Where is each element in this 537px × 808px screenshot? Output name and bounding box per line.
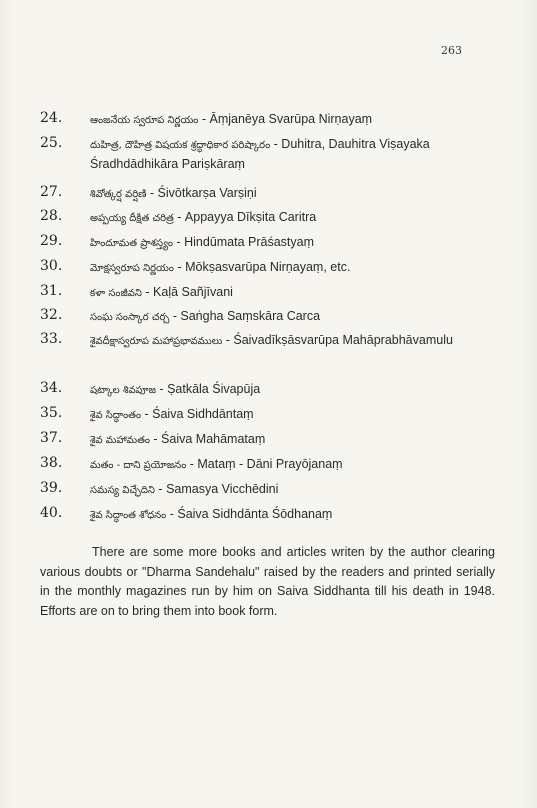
item-title	[90, 184, 490, 204]
item-number: 27.	[40, 184, 63, 200]
telugu-title: శైవదీక్షాస్వరూప మహాప్రభావములు	[90, 336, 223, 347]
closing-paragraph: There are some more books and articles writen by the author clearing various doubts or "Dharma Sandehalu" raised by the readers and printed serially in the monthly magazines run by him on Saiva Siddhanta till his death in 1948. Efforts are on to bring them into book form.	[40, 545, 495, 618]
item-number: 28.	[40, 208, 63, 224]
transliterated-title: Mōkṣasvarūpa Nirṇayaṃ, etc.	[185, 260, 351, 274]
separator: -	[270, 137, 282, 151]
telugu-title: శైవ సిద్ధాంతం	[90, 410, 142, 421]
separator: -	[186, 457, 198, 471]
item-title	[90, 258, 490, 278]
item-title	[90, 283, 490, 303]
separator: -	[141, 285, 154, 299]
separator: -	[222, 333, 234, 347]
transliterated-title: Mataṃ - Dāni Prayōjanaṃ	[197, 457, 343, 471]
separator: -	[173, 235, 185, 249]
item-title	[90, 110, 490, 130]
separator: -	[173, 260, 186, 274]
transliterated-title: Śaivadīkṣāsvarūpa Mahāprabhāvamulu	[233, 333, 453, 347]
telugu-title: ఆంజనేయ స్వరూప నిర్ణయం	[90, 115, 199, 126]
item-number: 34.	[40, 380, 63, 396]
telugu-title: సమస్య విచ్ఛేదిని	[90, 485, 155, 496]
transliterated-title: Śaiva Sidhdānta Śōdhanaṃ	[177, 507, 333, 521]
item-number: 31.	[40, 283, 63, 299]
item-title	[90, 405, 490, 425]
separator: -	[169, 309, 181, 323]
separator: -	[154, 482, 167, 496]
telugu-title: కళా సంజీవని	[90, 288, 142, 299]
separator: -	[146, 186, 158, 200]
item-title	[90, 380, 490, 400]
transliterated-title: Śaiva Sidhdāntaṃ	[152, 407, 254, 421]
transliterated-title: Duhitra, Dauhitra Viṣayaka Śradhdādhikāra Pariṣkāraṃ	[90, 137, 430, 171]
item-number: 29.	[40, 233, 63, 249]
telugu-title: శైవ సిద్ధాంత శోధనం	[90, 510, 167, 521]
separator: -	[198, 112, 210, 126]
telugu-title: దుహిత్ర, దౌహిత్ర విషయక శ్రద్ధాధికార పరిష్కారం	[90, 140, 271, 151]
item-number: 35.	[40, 405, 63, 421]
item-title	[90, 233, 490, 253]
item-number: 25.	[40, 135, 63, 151]
item-number: 40.	[40, 505, 63, 521]
item-title	[90, 455, 490, 475]
telugu-title: మోక్షస్వరూప నిర్ణయం	[90, 263, 174, 274]
item-number: 39.	[40, 480, 63, 496]
item-number: 24.	[40, 110, 63, 126]
separator: -	[149, 432, 162, 446]
transliterated-title: Samasya Vicchēdini	[166, 482, 279, 496]
transliterated-title: Ṣatkāla Śivapūja	[167, 382, 261, 396]
telugu-title: శివోత్కర్ష వర్షిణి	[90, 189, 147, 200]
separator: -	[166, 507, 178, 521]
transliterated-title: Appayya Dīkṣita Caritra	[184, 210, 317, 224]
telugu-title: మతం - దాని ప్రయోజనం	[90, 460, 187, 471]
transliterated-title: Śivōtkarṣa Varṣiṇi	[157, 186, 257, 200]
transliterated-title: Śaiva Mahāmataṃ	[161, 432, 266, 446]
transliterated-title: Hindūmata Prāśastyaṃ	[184, 235, 315, 249]
page-number: 263	[441, 44, 462, 57]
item-title	[90, 480, 490, 500]
item-number: 38.	[40, 455, 63, 471]
transliterated-title: Saṅgha Saṃskāra Carca	[180, 309, 321, 323]
item-title	[90, 135, 490, 173]
telugu-title: శైవ మహామతం	[90, 435, 150, 446]
item-number: 30.	[40, 258, 63, 274]
telugu-title: షట్కాల శివపూజ	[90, 385, 156, 396]
item-title	[90, 208, 490, 228]
transliterated-title: Kaḷā Sañjīvani	[153, 285, 233, 299]
item-title	[90, 331, 490, 351]
telugu-title: హిందూమత ప్రాశస్త్యం	[90, 238, 173, 249]
transliterated-title: Āṃjanēya Svarūpa Nirṇayaṃ	[209, 112, 373, 126]
item-number: 37.	[40, 430, 63, 446]
item-title	[90, 307, 490, 327]
item-title	[90, 430, 490, 450]
telugu-title: అప్పయ్య దీక్షిత చరిత్ర	[90, 213, 174, 224]
item-number: 32.	[40, 307, 63, 323]
item-number: 33.	[40, 331, 63, 347]
separator: -	[173, 210, 185, 224]
item-title	[90, 505, 490, 525]
telugu-title: సంఘ సంస్కార చర్చ	[90, 312, 170, 323]
separator: -	[155, 382, 168, 396]
separator: -	[141, 407, 153, 421]
